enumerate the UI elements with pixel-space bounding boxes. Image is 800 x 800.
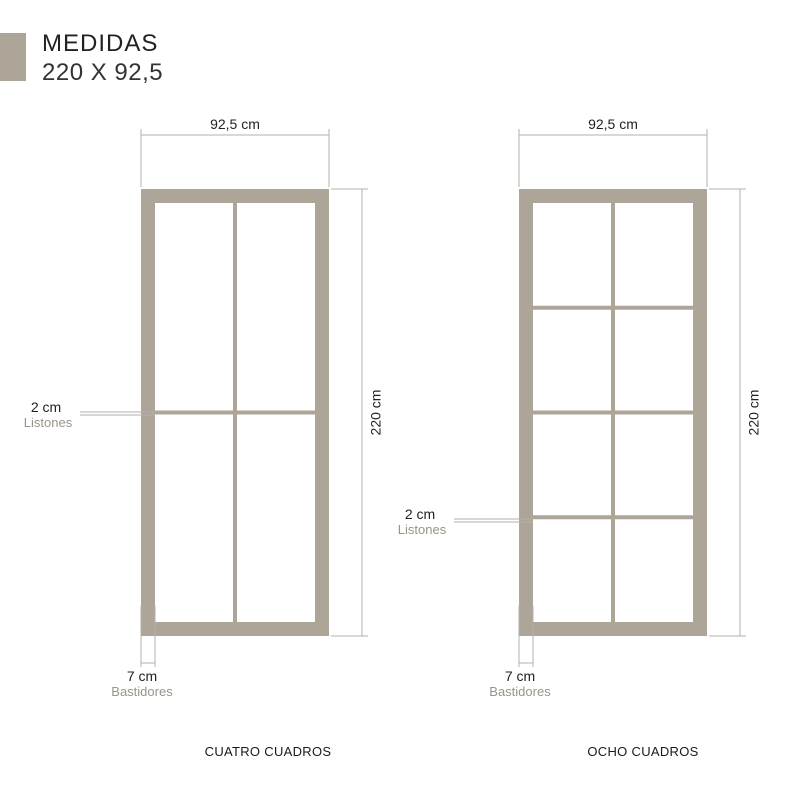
listones-label: Listones: [23, 415, 73, 430]
listones-value: 2 cm: [404, 506, 436, 522]
bastidores-value: 7 cm: [504, 668, 536, 684]
door-caption: OCHO CUADROS: [587, 744, 699, 759]
height-label: 220 cm: [367, 389, 384, 436]
horizontal-muntin: [533, 411, 693, 415]
horizontal-muntin: [533, 515, 693, 519]
bastidores-value: 7 cm: [126, 668, 158, 684]
door-caption: CUATRO CUADROS: [204, 744, 332, 759]
page-subtitle: 220 X 92,5: [42, 59, 164, 86]
door-four-panels: [24, 116, 384, 759]
width-label: 92,5 cm: [210, 116, 260, 132]
door-eight-panels: [398, 116, 762, 759]
width-label: 92,5 cm: [588, 116, 638, 132]
listones-label: Listones: [397, 522, 447, 537]
height-label: 220 cm: [745, 389, 762, 436]
page-title: MEDIDAS: [42, 30, 159, 57]
bastidores-label: Bastidores: [489, 684, 551, 699]
horizontal-muntin: [533, 306, 693, 310]
listones-value: 2 cm: [30, 399, 62, 415]
horizontal-muntin: [155, 411, 315, 415]
bastidores-label: Bastidores: [111, 684, 173, 699]
